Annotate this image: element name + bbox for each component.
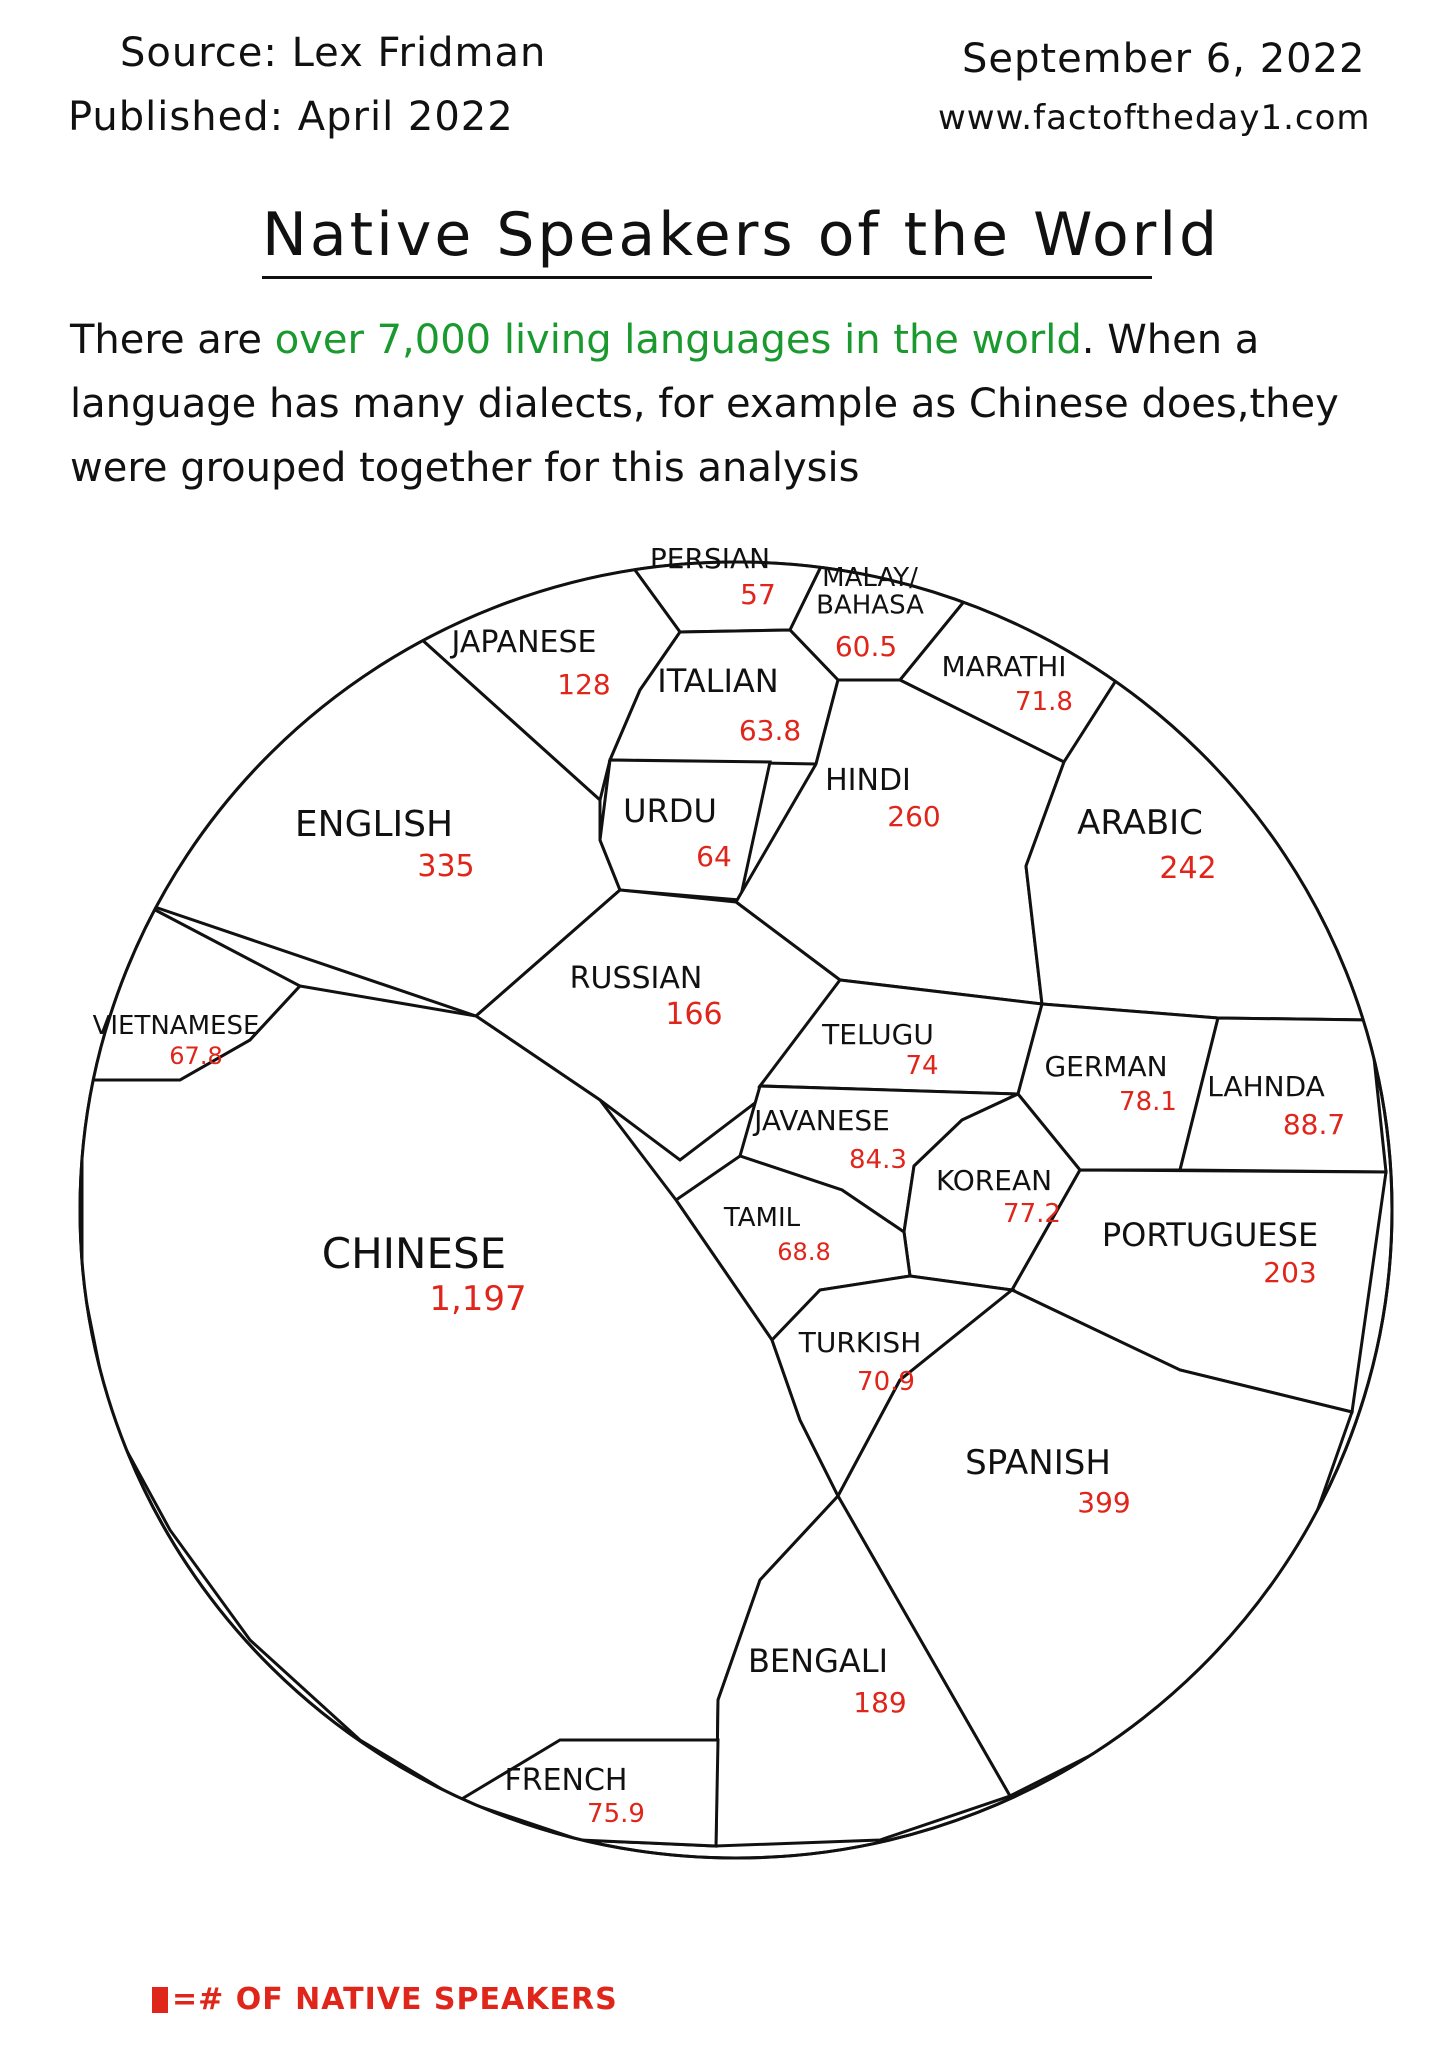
- cell-value-malay-bahasa: 60.5: [834, 630, 898, 663]
- cell-label-line-malay-bahasa: MALAY/: [822, 563, 918, 593]
- cell-value-bengali: 189: [853, 1686, 907, 1719]
- language-voronoi-chart: [0, 500, 1456, 1880]
- cell-value-persian: 57: [740, 578, 776, 611]
- cell-label-bengali: BENGALI: [747, 1642, 889, 1680]
- cell-value-arabic: 242: [1159, 851, 1217, 886]
- cell-label-chinese: CHINESE: [321, 1229, 507, 1278]
- legend-swatch: [152, 1987, 168, 2013]
- cell-label-spanish: SPANISH: [965, 1443, 1111, 1483]
- cell-label-german: GERMAN: [1044, 1050, 1168, 1083]
- page-title: Native Speakers of the World: [262, 200, 1152, 279]
- cell-label-javanese: JAVANESE: [754, 1104, 890, 1137]
- cell-label-arabic: ARABIC: [1077, 803, 1203, 843]
- description-text-end: . When a language has many dialects, for example as Chinese does,they were grouped together for this analysis: [70, 317, 1339, 491]
- source-text: Source: Lex Fridman: [120, 30, 547, 76]
- cell-label-portuguese: PORTUGUESE: [1101, 1216, 1319, 1254]
- description: [70, 308, 1360, 500]
- cell-value-english: 335: [417, 849, 475, 884]
- cell-value-telugu: 74: [905, 1051, 939, 1081]
- cell-value-korean: 77.2: [1003, 1199, 1061, 1229]
- cell-label-persian: PERSIAN: [649, 542, 771, 575]
- cell-label-english: ENGLISH: [294, 804, 454, 845]
- cell-value-lahnda: 88.7: [1282, 1108, 1346, 1141]
- description-text-start: There are: [70, 317, 275, 363]
- cell-label-marathi: MARATHI: [941, 650, 1067, 683]
- cell-label-telugu: TELUGU: [822, 1018, 934, 1051]
- website-text: www.factoftheday1.com: [938, 98, 1371, 138]
- cell-label-malay-bahasa: [816, 563, 924, 620]
- cell-label-lahnda: LAHNDA: [1207, 1070, 1325, 1103]
- cell-label-korean: KOREAN: [935, 1164, 1053, 1197]
- cell-value-turkish: 70.9: [857, 1367, 915, 1397]
- cell-urdu: [600, 760, 770, 900]
- cell-label-line-malay-bahasa: BAHASA: [816, 590, 924, 621]
- cell-value-german: 78.1: [1119, 1087, 1177, 1117]
- cell-label-italian: ITALIAN: [657, 662, 779, 700]
- cell-value-portuguese: 203: [1263, 1256, 1317, 1289]
- legend: [152, 1982, 618, 2017]
- cell-value-french: 75.9: [587, 1799, 645, 1829]
- cell-value-russian: 166: [665, 997, 723, 1032]
- cell-value-chinese: 1,197: [429, 1279, 527, 1319]
- date-text: September 6, 2022: [962, 36, 1366, 82]
- legend-label: =# OF NATIVE SPEAKERS: [172, 1982, 618, 2017]
- cell-value-tamil: 68.8: [777, 1238, 831, 1266]
- cell-value-japanese: 128: [557, 668, 611, 701]
- cell-value-marathi: 71.8: [1015, 687, 1073, 717]
- cell-label-russian: RUSSIAN: [569, 961, 703, 996]
- cell-label-hindi: HINDI: [825, 763, 911, 798]
- cell-value-javanese: 84.3: [849, 1145, 907, 1175]
- cell-value-urdu: 64: [696, 840, 732, 873]
- cells-group: [82, 540, 1386, 1846]
- cell-value-hindi: 260: [887, 800, 941, 833]
- cell-value-vietnamese: 67.8: [169, 1042, 223, 1070]
- cell-value-spanish: 399: [1077, 1486, 1131, 1519]
- cell-label-tamil: TAMIL: [723, 1203, 801, 1233]
- published-text: Published: April 2022: [68, 94, 514, 140]
- cell-label-japanese: JAPANESE: [451, 625, 597, 660]
- cell-label-turkish: TURKISH: [798, 1326, 922, 1359]
- cell-label-vietnamese: VIETNAMESE: [92, 1011, 260, 1041]
- cell-label-urdu: URDU: [623, 792, 717, 830]
- description-highlight: over 7,000 living languages in the world: [274, 317, 1082, 363]
- cell-value-italian: 63.8: [738, 714, 802, 747]
- cell-label-french: FRENCH: [504, 1763, 628, 1798]
